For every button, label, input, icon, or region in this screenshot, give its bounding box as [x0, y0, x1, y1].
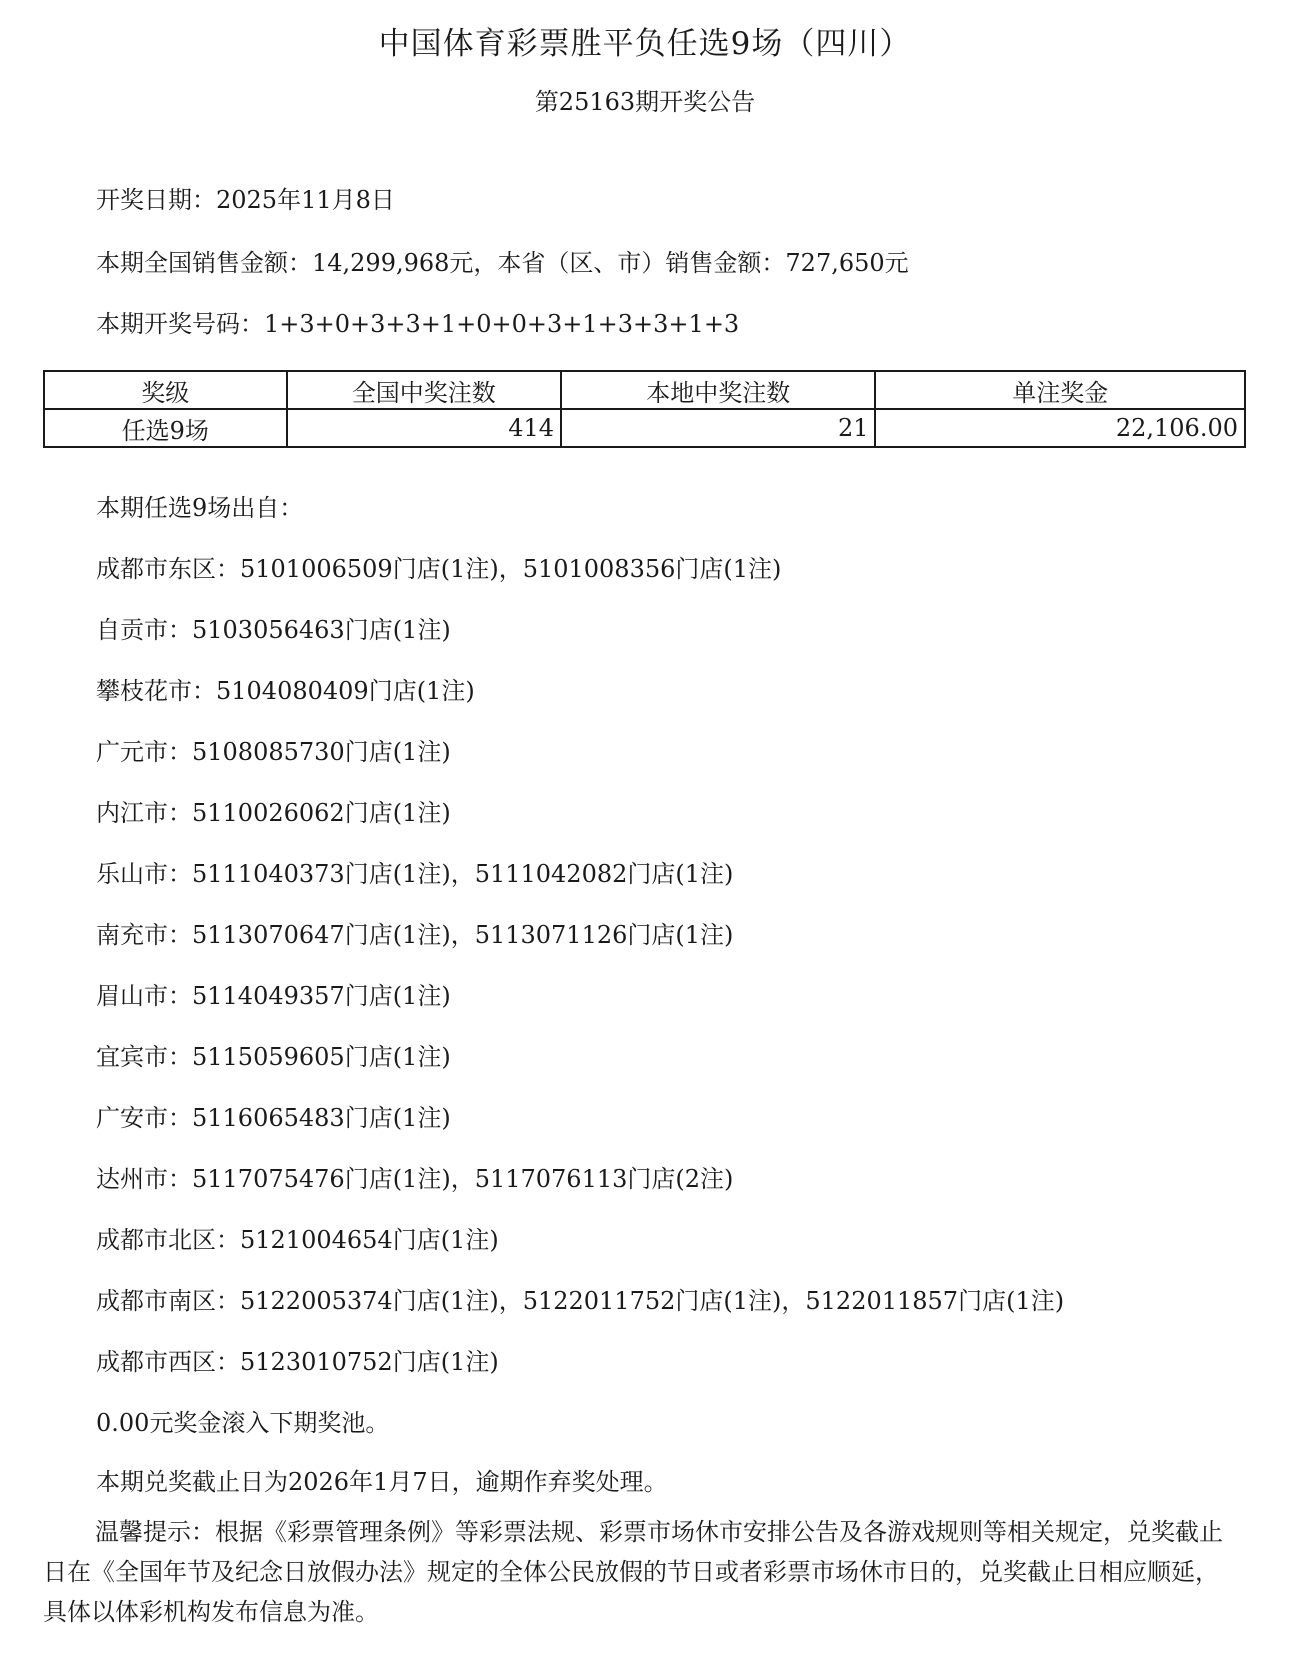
- notice-paragraph: 温馨提示：根据《彩票管理条例》等彩票法规、彩票市场休市安排公告及各游戏规则等相关规定，兑奖截止日在《全国年节及纪念日放假办法》规定的全体公民放假的节日或者彩票市场休市日的，兑奖截止日相应顺延，具体以体彩机构发布信息为准。: [43, 1518, 1223, 1626]
- prize-table: [43, 370, 1246, 448]
- sales-amount: 本期全国销售金额：14,299,968元，本省（区、市）销售金额：727,650元: [96, 249, 909, 277]
- list-item: 眉山市：5114049357门店(1注): [96, 982, 451, 1010]
- table-header: 全国中奖注数: [287, 371, 562, 409]
- table-cell-prize-level: 任选9场: [44, 409, 287, 447]
- table-row: [44, 409, 1245, 447]
- rollover-text: 0.00元奖金滚入下期奖池。: [96, 1409, 390, 1437]
- page-title: 中国体育彩票胜平负任选9场（四川）: [378, 26, 912, 62]
- table-header: 奖级: [44, 371, 287, 409]
- list-item: 内江市：5110026062门店(1注): [96, 799, 451, 827]
- list-item: 自贡市：5103056463门店(1注): [96, 616, 451, 644]
- list-item: 达州市：5117075476门店(1注)，5117076113门店(2注): [96, 1165, 734, 1193]
- list-item: 南充市：5113070647门店(1注)，5113071126门店(1注): [96, 921, 734, 949]
- list-item: 攀枝花市：5104080409门店(1注): [96, 677, 475, 705]
- table-cell-local-winners: 21: [561, 409, 875, 447]
- page-subtitle: 第25163期开奖公告: [534, 88, 756, 116]
- draw-date: 开奖日期：2025年11月8日: [96, 186, 395, 214]
- table-header-row: [44, 371, 1245, 409]
- list-item: 广安市：5116065483门店(1注): [96, 1104, 451, 1132]
- list-item: 乐山市：5111040373门店(1注)，5111042082门店(1注): [96, 860, 734, 888]
- table-header: 本地中奖注数: [561, 371, 875, 409]
- list-item: 成都市南区：5122005374门店(1注)，5122011752门店(1注)，5122011857门店(1注): [96, 1287, 1065, 1315]
- source-intro: 本期任选9场出自：: [96, 494, 304, 522]
- table-cell-national-winners: 414: [287, 409, 562, 447]
- list-item: 成都市北区：5121004654门店(1注): [96, 1226, 499, 1254]
- list-item: 广元市：5108085730门店(1注): [96, 738, 451, 766]
- list-item: 宜宾市：5115059605门店(1注): [96, 1043, 451, 1071]
- list-item: 成都市西区：5123010752门店(1注): [96, 1348, 499, 1376]
- table-header: 单注奖金: [875, 371, 1245, 409]
- winning-numbers: 本期开奖号码：1+3+0+3+3+1+0+0+3+1+3+3+1+3: [96, 310, 740, 338]
- list-item: 成都市东区：5101006509门店(1注)，5101008356门店(1注): [96, 555, 782, 583]
- table-cell-prize-amount: 22,106.00: [875, 409, 1245, 447]
- deadline-text: 本期兑奖截止日为2026年1月7日，逾期作弃奖处理。: [96, 1468, 668, 1496]
